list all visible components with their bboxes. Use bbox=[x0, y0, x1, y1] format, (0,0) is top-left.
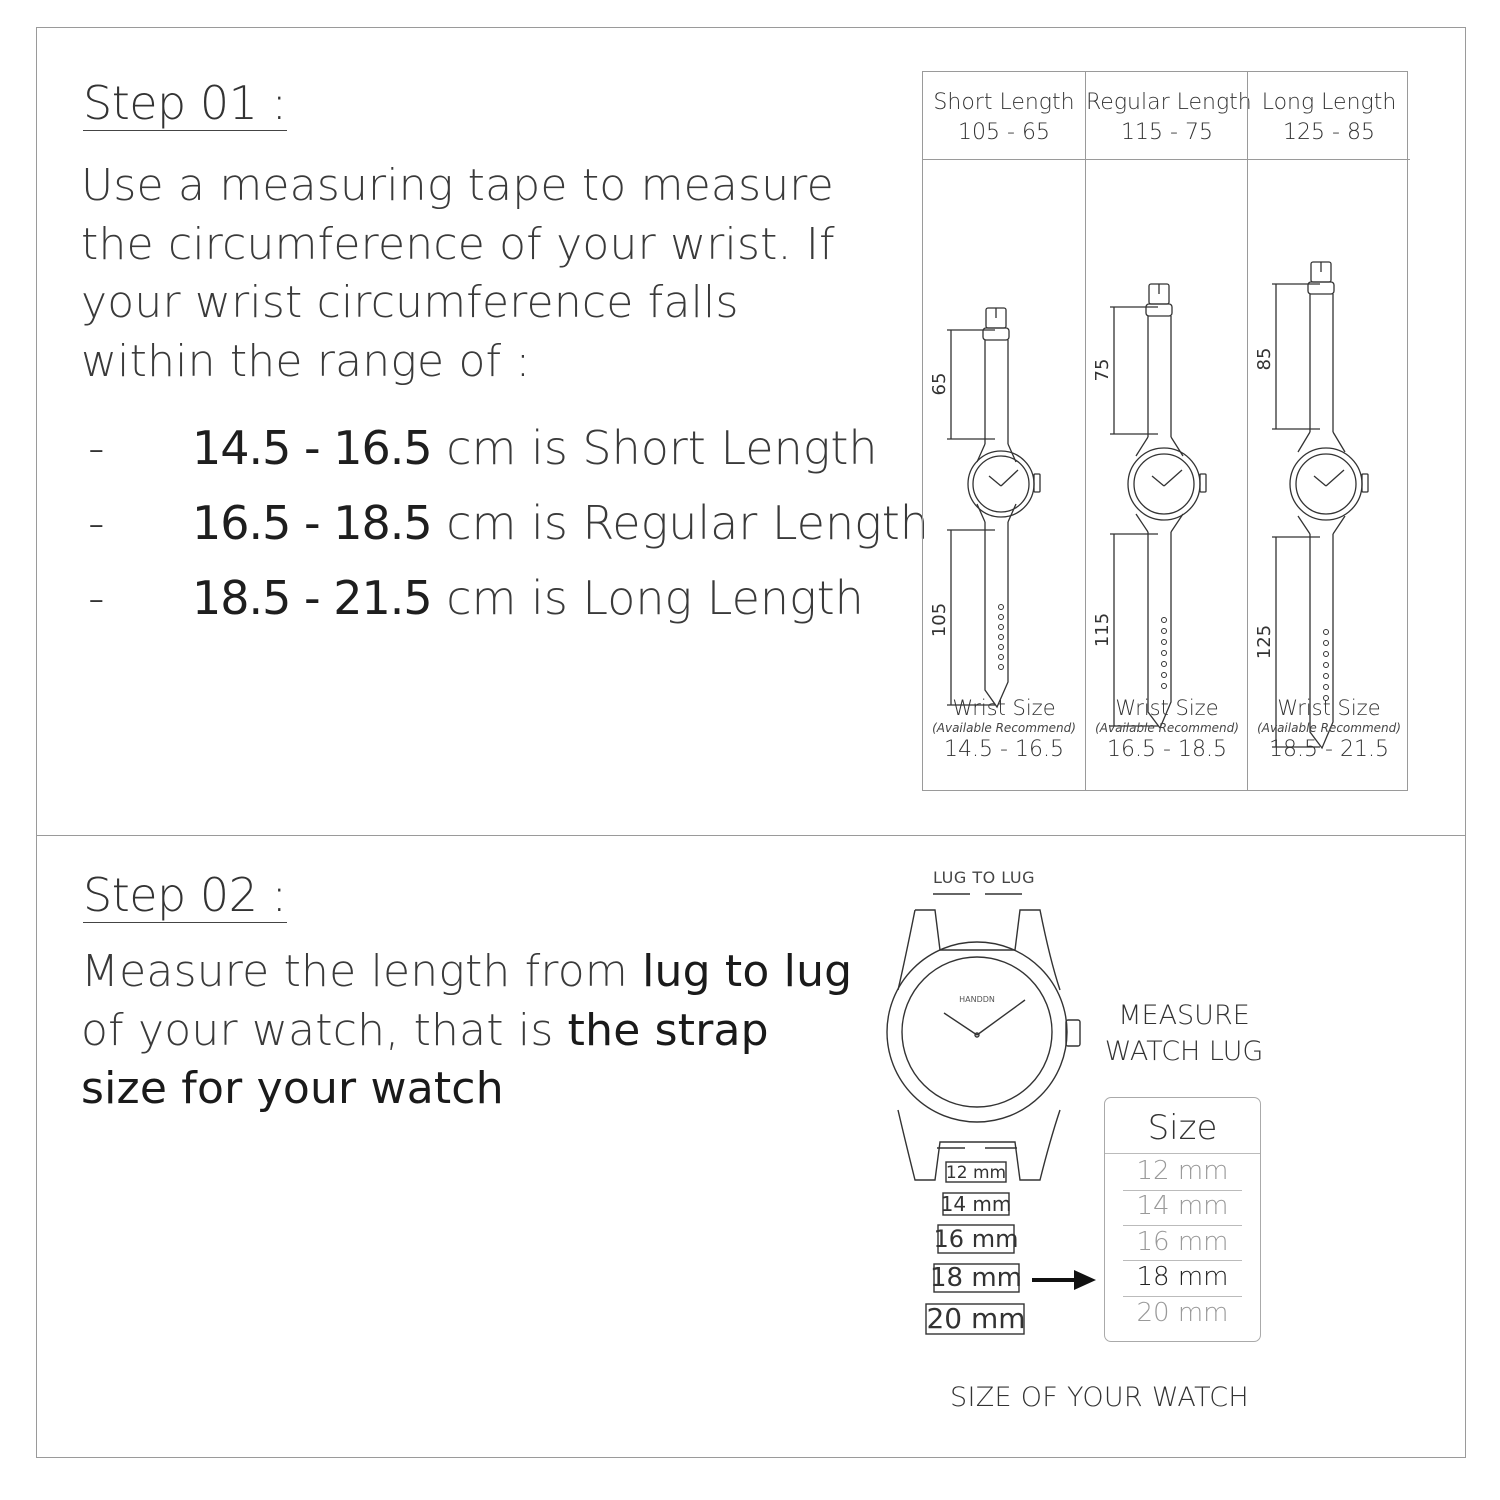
step-2-line bbox=[81, 943, 852, 1002]
column-name: Regular Length bbox=[1086, 90, 1252, 115]
column-lengths: 105 - 65 bbox=[958, 120, 1050, 145]
range-text: cm is Long Length bbox=[431, 571, 864, 625]
column-lengths: 115 - 75 bbox=[1121, 120, 1213, 145]
wrist-size-label: Wrist Size bbox=[1115, 696, 1219, 720]
wrist-size-label: Wrist Size bbox=[952, 696, 1056, 720]
column-lengths: 125 - 85 bbox=[1283, 120, 1375, 145]
step-1-description bbox=[81, 157, 835, 391]
wrist-size-block bbox=[1248, 696, 1410, 762]
step-2-text: Measure the length from bbox=[81, 946, 643, 997]
column-name: Long Length bbox=[1261, 90, 1397, 115]
brand-logo: HANDDN bbox=[959, 995, 995, 1004]
recommend-note: (Available Recommend) bbox=[1257, 721, 1401, 735]
bullet-dash: - bbox=[88, 496, 105, 550]
top-strap-length: 85 bbox=[1254, 347, 1275, 371]
size-option: 14 mm bbox=[1136, 1191, 1229, 1221]
size-option: 16 mm bbox=[1136, 1227, 1229, 1257]
size-option: 12 mm bbox=[1136, 1156, 1229, 1186]
arrow-right-icon bbox=[1030, 1265, 1100, 1295]
column-header bbox=[1086, 72, 1252, 160]
step-1-line: your wrist circumference falls bbox=[81, 277, 739, 328]
step-2-line bbox=[81, 1002, 852, 1061]
wrist-size-range: 18.5 - 21.5 bbox=[1269, 737, 1389, 762]
step-1-line: Use a measuring tape to measure bbox=[81, 160, 834, 211]
wrist-size-block bbox=[923, 696, 1085, 762]
option-divider bbox=[1123, 1296, 1242, 1297]
step-2-description bbox=[81, 943, 852, 1119]
column-name: Short Length bbox=[933, 90, 1075, 115]
step-2-emphasis: the strap bbox=[567, 1004, 769, 1056]
size-option: 20 mm bbox=[1136, 1298, 1229, 1328]
step-1-title: Step 01 : bbox=[83, 76, 287, 130]
size-label: 18 mm bbox=[929, 1263, 1023, 1293]
wrist-size-range: 14.5 - 16.5 bbox=[944, 737, 1064, 762]
option-divider bbox=[1123, 1225, 1242, 1226]
size-label: 12 mm bbox=[945, 1163, 1007, 1183]
recommend-note: (Available Recommend) bbox=[932, 721, 1076, 735]
size-option-selected: 18 mm bbox=[1136, 1262, 1229, 1292]
wrist-size-range: 16.5 - 18.5 bbox=[1107, 737, 1227, 762]
recommend-note: (Available Recommend) bbox=[1095, 721, 1239, 735]
range-values: 16.5 - 18.5 bbox=[192, 496, 432, 550]
top-strap-length: 65 bbox=[929, 372, 950, 396]
size-selector bbox=[1104, 1097, 1261, 1342]
regular-length-column bbox=[1085, 72, 1252, 790]
bottom-strap-length: 115 bbox=[1092, 612, 1113, 648]
bottom-strap-length: 125 bbox=[1254, 624, 1275, 660]
lug-to-lug-label: LUG TO LUG bbox=[933, 868, 1035, 887]
measure-line: MEASURE bbox=[1118, 1000, 1250, 1031]
step-2-emphasis: size for your watch bbox=[81, 1063, 504, 1114]
wrist-size-label: Wrist Size bbox=[1277, 696, 1381, 720]
section-divider bbox=[36, 835, 1466, 836]
step-2-text: of your watch, that is bbox=[81, 1004, 568, 1056]
column-header bbox=[1248, 72, 1410, 160]
bottom-strap-length: 105 bbox=[929, 602, 950, 638]
size-label: 20 mm bbox=[926, 1302, 1026, 1335]
wrist-size-block bbox=[1086, 696, 1248, 762]
option-divider bbox=[1123, 1260, 1242, 1261]
strap-length-table bbox=[922, 71, 1408, 791]
bullet-dash: - bbox=[88, 421, 105, 475]
measure-watch-lug-label bbox=[1096, 998, 1272, 1070]
measure-line: WATCH LUG bbox=[1104, 1036, 1264, 1067]
range-text: cm is Short Length bbox=[431, 421, 878, 475]
size-header: Size bbox=[1147, 1108, 1218, 1148]
step-1-line: the circumference of your wrist. If bbox=[81, 218, 835, 270]
range-values: 18.5 - 21.5 bbox=[192, 571, 432, 625]
range-values: 14.5 - 16.5 bbox=[192, 421, 432, 475]
size-label: 16 mm bbox=[933, 1225, 1019, 1253]
step-2-emphasis: lug to lug bbox=[642, 946, 853, 997]
short-length-column bbox=[923, 72, 1085, 790]
size-label: 14 mm bbox=[940, 1192, 1012, 1216]
size-of-your-watch-caption: SIZE OF YOUR WATCH bbox=[950, 1382, 1250, 1413]
top-strap-length: 75 bbox=[1092, 358, 1113, 382]
range-text: cm is Regular Length bbox=[431, 496, 929, 550]
long-length-column bbox=[1247, 72, 1410, 790]
header-divider bbox=[1105, 1153, 1260, 1154]
step-2-title: Step 02 : bbox=[83, 868, 287, 922]
bullet-dash: - bbox=[88, 571, 105, 625]
step-2-line bbox=[81, 1060, 852, 1119]
column-header bbox=[923, 72, 1085, 160]
step-1-line: within the range of : bbox=[81, 335, 531, 387]
